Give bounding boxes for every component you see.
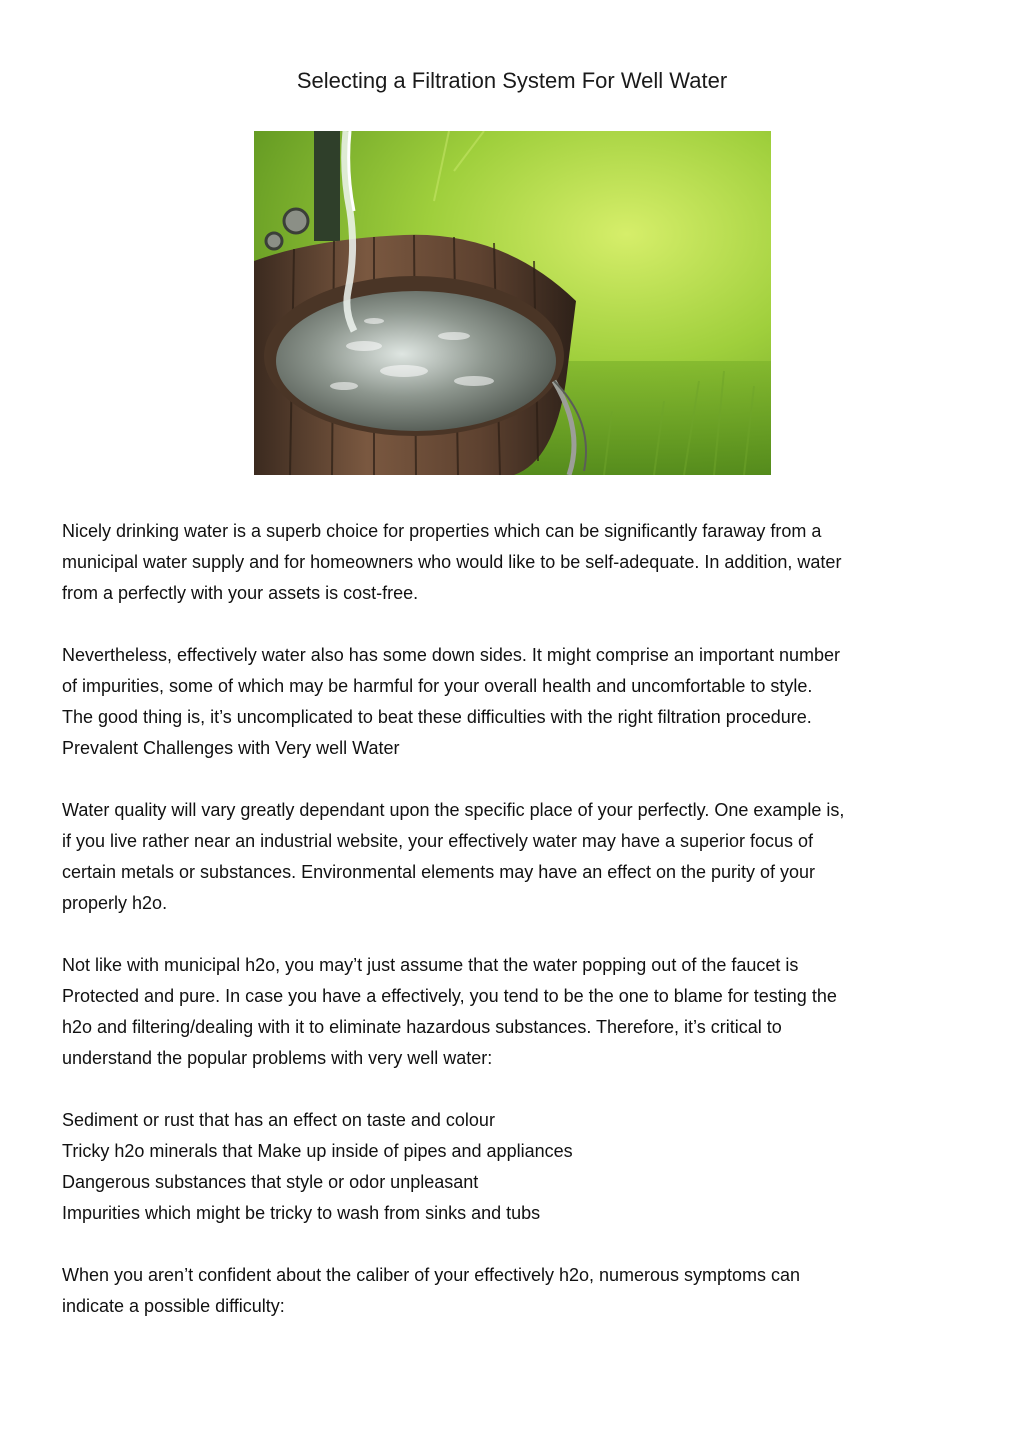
text-line: Water quality will vary greatly dependant upon the specific place of your perfectly. One example is, xyxy=(62,800,845,820)
paragraph-water-quality xyxy=(62,795,972,919)
text-line: of impurities, some of which may be harmful for your overall health and uncomfortable to style. xyxy=(62,676,813,696)
text-line: Nicely drinking water is a superb choice for properties which can be significantly faraway from a xyxy=(62,521,822,541)
well-bucket-photo xyxy=(254,131,771,475)
paragraph-symptoms xyxy=(62,1260,972,1322)
text-line: if you live rather near an industrial website, your effectively water may have a superior focus of xyxy=(62,831,814,851)
text-line: indicate a possible difficulty: xyxy=(62,1296,285,1316)
list-item: Dangerous substances that style or odor unpleasant xyxy=(62,1172,479,1192)
problem-list xyxy=(62,1105,972,1229)
text-line: from a perfectly with your assets is cost-free. xyxy=(62,583,419,603)
paragraph-intro xyxy=(62,516,972,609)
well-bucket-illustration xyxy=(254,131,771,475)
paragraph-municipal xyxy=(62,950,972,1074)
text-line: municipal water supply and for homeowners who would like to be self-adequate. In addition, water xyxy=(62,552,842,572)
article-body xyxy=(62,516,972,1353)
text-line: Protected and pure. In case you have a effectively, you tend to be the one to blame for testing the xyxy=(62,986,837,1006)
paragraph-downsides xyxy=(62,640,972,764)
list-item: Tricky h2o minerals that Make up inside of pipes and appliances xyxy=(62,1141,573,1161)
text-line: Not like with municipal h2o, you may’t just assume that the water popping out of the faucet is xyxy=(62,955,799,975)
text-line: properly h2o. xyxy=(62,893,168,913)
list-item: Sediment or rust that has an effect on taste and colour xyxy=(62,1110,495,1130)
page-title: Selecting a Filtration System For Well Water xyxy=(296,68,728,93)
text-line: certain metals or substances. Environmental elements may have an effect on the purity of your xyxy=(62,862,816,882)
text-line: h2o and filtering/dealing with it to eliminate hazardous substances. Therefore, it’s critical to xyxy=(62,1017,782,1037)
text-line: When you aren’t confident about the caliber of your effectively h2o, numerous symptoms can xyxy=(62,1265,801,1285)
text-line: Nevertheless, effectively water also has some down sides. It might comprise an important number xyxy=(62,645,841,665)
text-line: The good thing is, it’s uncomplicated to beat these difficulties with the right filtration procedure. xyxy=(62,707,812,727)
text-line: Prevalent Challenges with Very well Water xyxy=(62,738,400,758)
text-line: understand the popular problems with very well water: xyxy=(62,1048,493,1068)
list-item: Impurities which might be tricky to wash from sinks and tubs xyxy=(62,1203,541,1223)
